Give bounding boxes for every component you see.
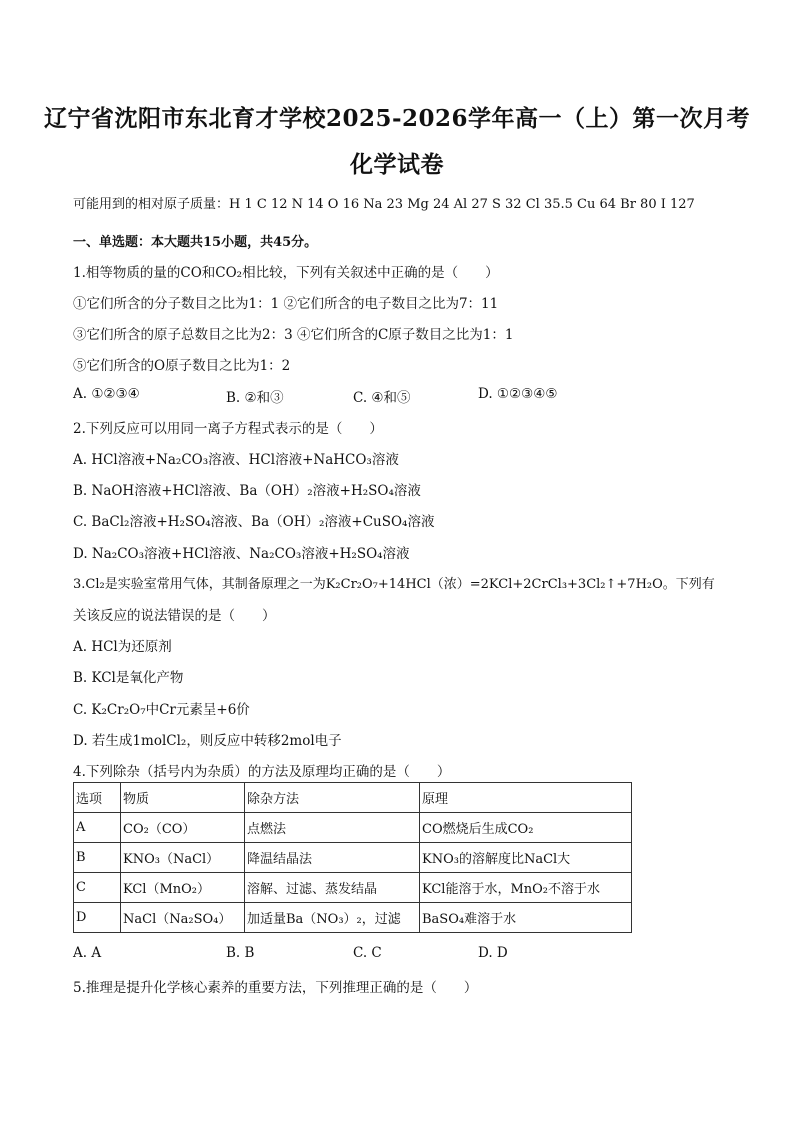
q4-option-c: C. C [353,945,382,961]
exam-title: 辽宁省沈阳市东北育才学校2025-2026学年高一（上）第一次月考 [43,105,751,132]
q4-stem: 4.下列除杂（括号内为杂质）的方法及原理均正确的是（ ） [73,764,451,780]
table-cell: KNO₃的溶解度比NaCl大 [420,843,632,873]
q3-option-b: B. KCl是氧化产物 [73,670,184,686]
q5-stem: 5.推理是提升化学核心素养的重要方法，下列推理正确的是（ ） [73,980,478,996]
table-header-row [74,783,632,813]
table-cell: CO₂（CO） [121,813,245,843]
table-row [74,903,632,933]
table-cell: BaSO₄难溶于水 [420,903,632,933]
atomic-masses: 可能用到的相对原子质量：H 1 C 12 N 14 O 16 Na 23 Mg 24 Al 27 S 32 Cl 35.5 Cu 64 Br 80 I 127 [73,197,695,212]
table-row [74,843,632,873]
table-cell: CO燃烧后生成CO₂ [420,813,632,843]
table-cell: KNO₃（NaCl） [121,843,245,873]
table-cell: 加适量Ba（NO₃）₂，过滤 [245,903,420,933]
q3-option-a: A. HCl为还原剂 [73,639,172,655]
q4-option-d: D. D [478,945,508,961]
table-header-cell: 原理 [420,783,632,813]
q3-option-c: C. K₂Cr₂O₇中Cr元素呈+6价 [73,702,250,718]
table-cell: NaCl（Na₂SO₄） [121,903,245,933]
q1-option-b: B. ②和③ [226,390,284,406]
table-cell: C [74,873,121,903]
table-cell: KCl能溶于水，MnO₂不溶于水 [420,873,632,903]
table-row [74,873,632,903]
q1-statement: ③它们所含的原子总数目之比为2：3 ④它们所含的C原子数目之比为1：1 [73,327,514,343]
q2-option-b: B. NaOH溶液+HCl溶液、Ba（OH）₂溶液+H₂SO₄溶液 [73,483,421,499]
table-header-cell: 选项 [74,783,121,813]
table-cell: A [74,813,121,843]
q2-option-d: D. Na₂CO₃溶液+HCl溶液、Na₂CO₃溶液+H₂SO₄溶液 [73,546,410,562]
q1-option-c: C. ④和⑤ [353,390,411,406]
table-cell: D [74,903,121,933]
purification-table [73,782,632,933]
table-cell: KCl（MnO₂） [121,873,245,903]
q2-option-a: A. HCl溶液+Na₂CO₃溶液、HCl溶液+NaHCO₃溶液 [73,452,399,468]
q1-statement: ①它们所含的分子数目之比为1：1 ②它们所含的电子数目之比为7：11 [73,296,499,312]
table-header-cell: 除杂方法 [245,783,420,813]
table-header-cell: 物质 [121,783,245,813]
q1-statement: ⑤它们所含的O原子数目之比为1：2 [73,358,291,374]
q2-stem: 2.下列反应可以用同一离子方程式表示的是（ ） [73,421,383,437]
q4-option-b: B. B [226,945,255,961]
exam-subject: 化学试卷 [350,151,444,178]
q1-option-a: A. ①②③④ [73,386,140,402]
q3-option-d: D. 若生成1molCl₂，则反应中转移2mol电子 [73,733,342,749]
table-cell: 溶解、过滤、蒸发结晶 [245,873,420,903]
q1-stem: 1.相等物质的量的CO和CO₂相比较，下列有关叙述中正确的是（ ） [73,265,499,281]
table-row [74,813,632,843]
q3-stem-line1: 3.Cl₂是实验室常用气体，其制备原理之一为K₂Cr₂O₇+14HCl（浓）=2KCl+2CrCl₃+3Cl₂↑+7H₂O。下列有 [73,577,715,592]
q3-stem-line2: 关该反应的说法错误的是（ ） [73,608,276,624]
q2-option-c: C. BaCl₂溶液+H₂SO₄溶液、Ba（OH）₂溶液+CuSO₄溶液 [73,514,435,530]
table-cell: 降温结晶法 [245,843,420,873]
q4-option-a: A. A [73,945,102,961]
table-cell: B [74,843,121,873]
table-cell: 点燃法 [245,813,420,843]
q1-option-d: D. ①②③④⑤ [478,386,558,402]
section-heading: 一、单选题：本大题共15小题，共45分。 [73,235,318,250]
